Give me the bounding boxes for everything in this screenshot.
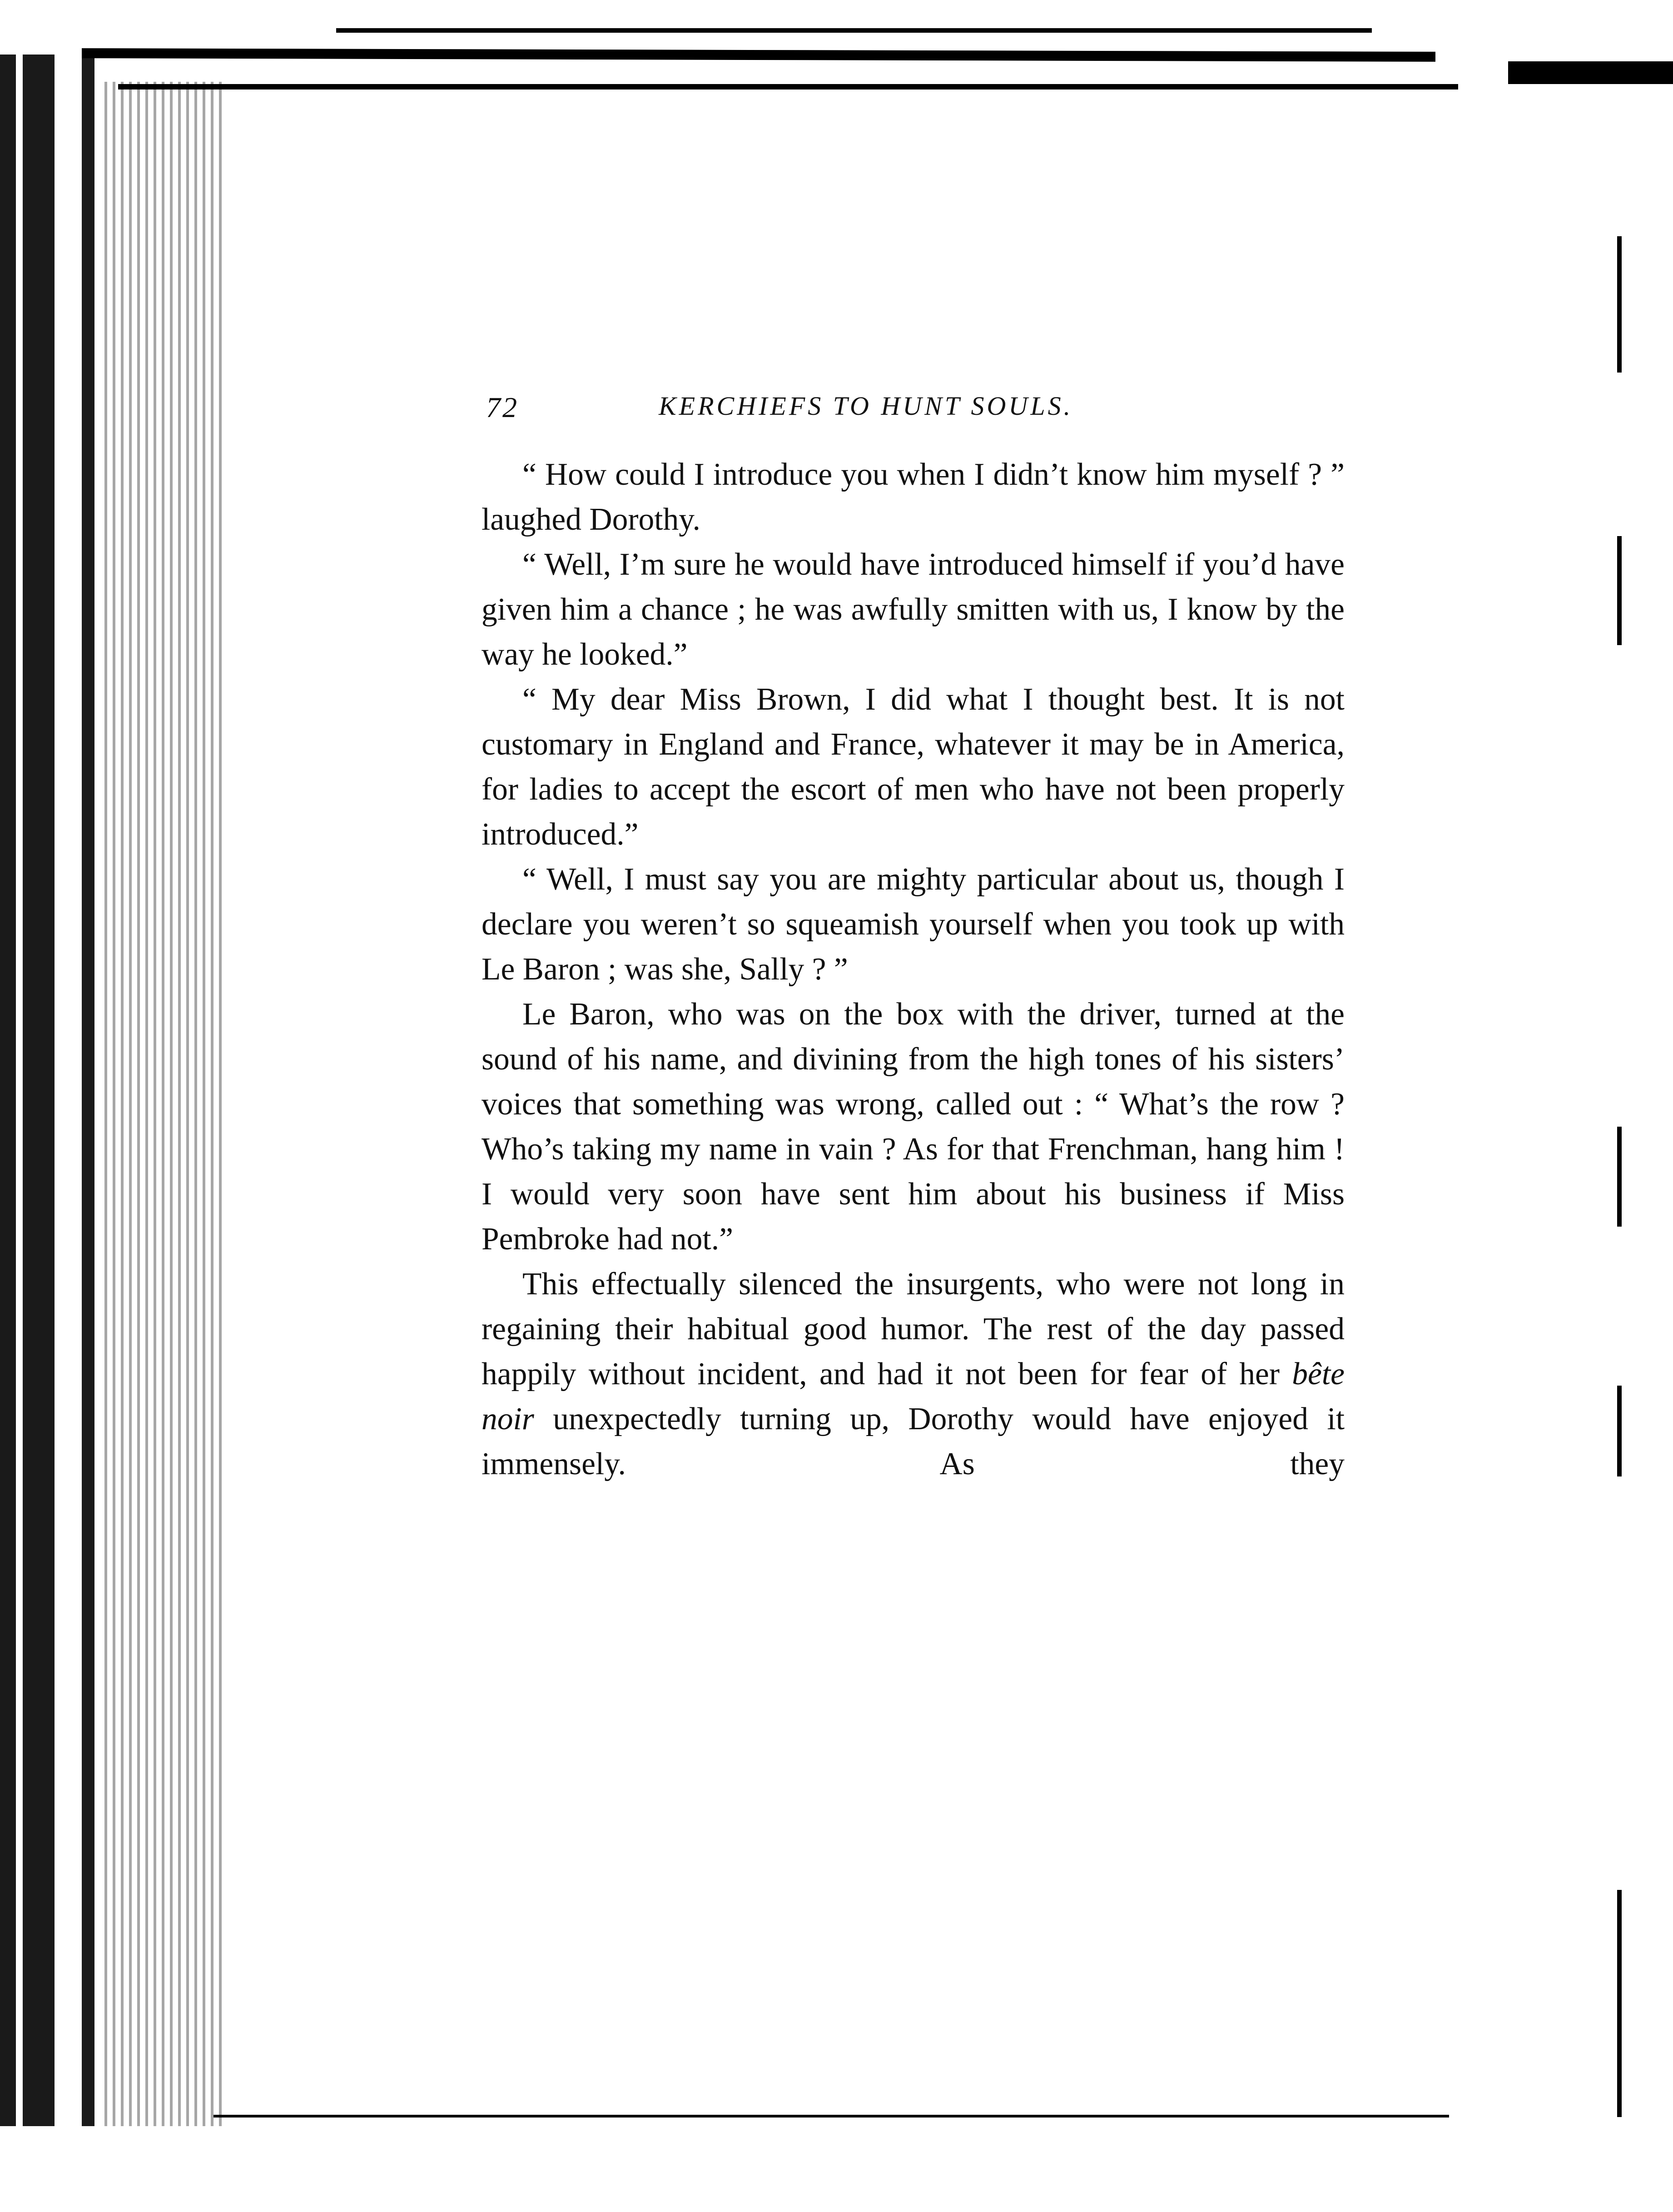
- right-edge-mark: [1617, 236, 1622, 373]
- running-title: KERCHIEFS TO HUNT SOULS.: [659, 391, 1073, 421]
- binding-edge-shadow: [0, 55, 104, 2126]
- paragraph: “ How could I introduce you when I didn’t know him myself ? ” laughed Dorothy.: [482, 457, 1345, 537]
- book-page: [482, 391, 1345, 1486]
- paragraph: “ Well, I’m sure he would have introduced himself if you’d have given him a chance ; he was awfully smitten with us, I know by the way he looked.”: [482, 547, 1345, 672]
- paragraph: “ Well, I must say you are mighty particular about us, though I declare you weren’t so squeamish yourself when you took up with Le Baron ; was she, Sally ? ”: [482, 862, 1345, 987]
- paragraph: Le Baron, who was on the box with the driver, turned at the sound of his name, and divining from the high tones of his sisters’ voices that something was wrong, called out : “ What’s the row ? Who’s taking my name in vain ? As for that Frenchman, hang him ! I would very soon have sent him about his business if Miss Pembroke had not.”: [482, 997, 1345, 1257]
- body-text: [482, 452, 1345, 1486]
- paragraph-text: unexpectedly turning up, Dorothy would have enjoyed it immensely. As they: [482, 1402, 1345, 1481]
- right-edge-mark: [1617, 1127, 1622, 1227]
- top-right-edge-shadow: [1508, 61, 1673, 84]
- right-edge-mark: [1617, 1386, 1622, 1476]
- top-edge-line: [336, 28, 1372, 33]
- page-number: 72: [486, 391, 519, 423]
- right-edge-mark: [1617, 1890, 1622, 2117]
- page-stack-edges: [104, 82, 223, 2126]
- top-edge-shadow: [82, 48, 1435, 62]
- paragraph: “ My dear Miss Brown, I did what I thought best. It is not customary in England and France, whatever it may be in America, for ladies to accept the escort of men who have not been properly introduced.”: [482, 682, 1345, 852]
- running-head: [486, 391, 1345, 432]
- paragraph: [482, 1262, 1345, 1486]
- right-edge-mark: [1617, 536, 1622, 645]
- bottom-edge-line: [213, 2115, 1449, 2118]
- italic-phrase: bête noir: [482, 1357, 1345, 1437]
- top-edge-shadow-inner: [118, 84, 1458, 89]
- paragraph-text: This effectually silenced the insurgents, who were not long in regaining their habitual good humor. The rest of the day passed happily without incident, and had it not been for fear of her: [482, 1267, 1345, 1392]
